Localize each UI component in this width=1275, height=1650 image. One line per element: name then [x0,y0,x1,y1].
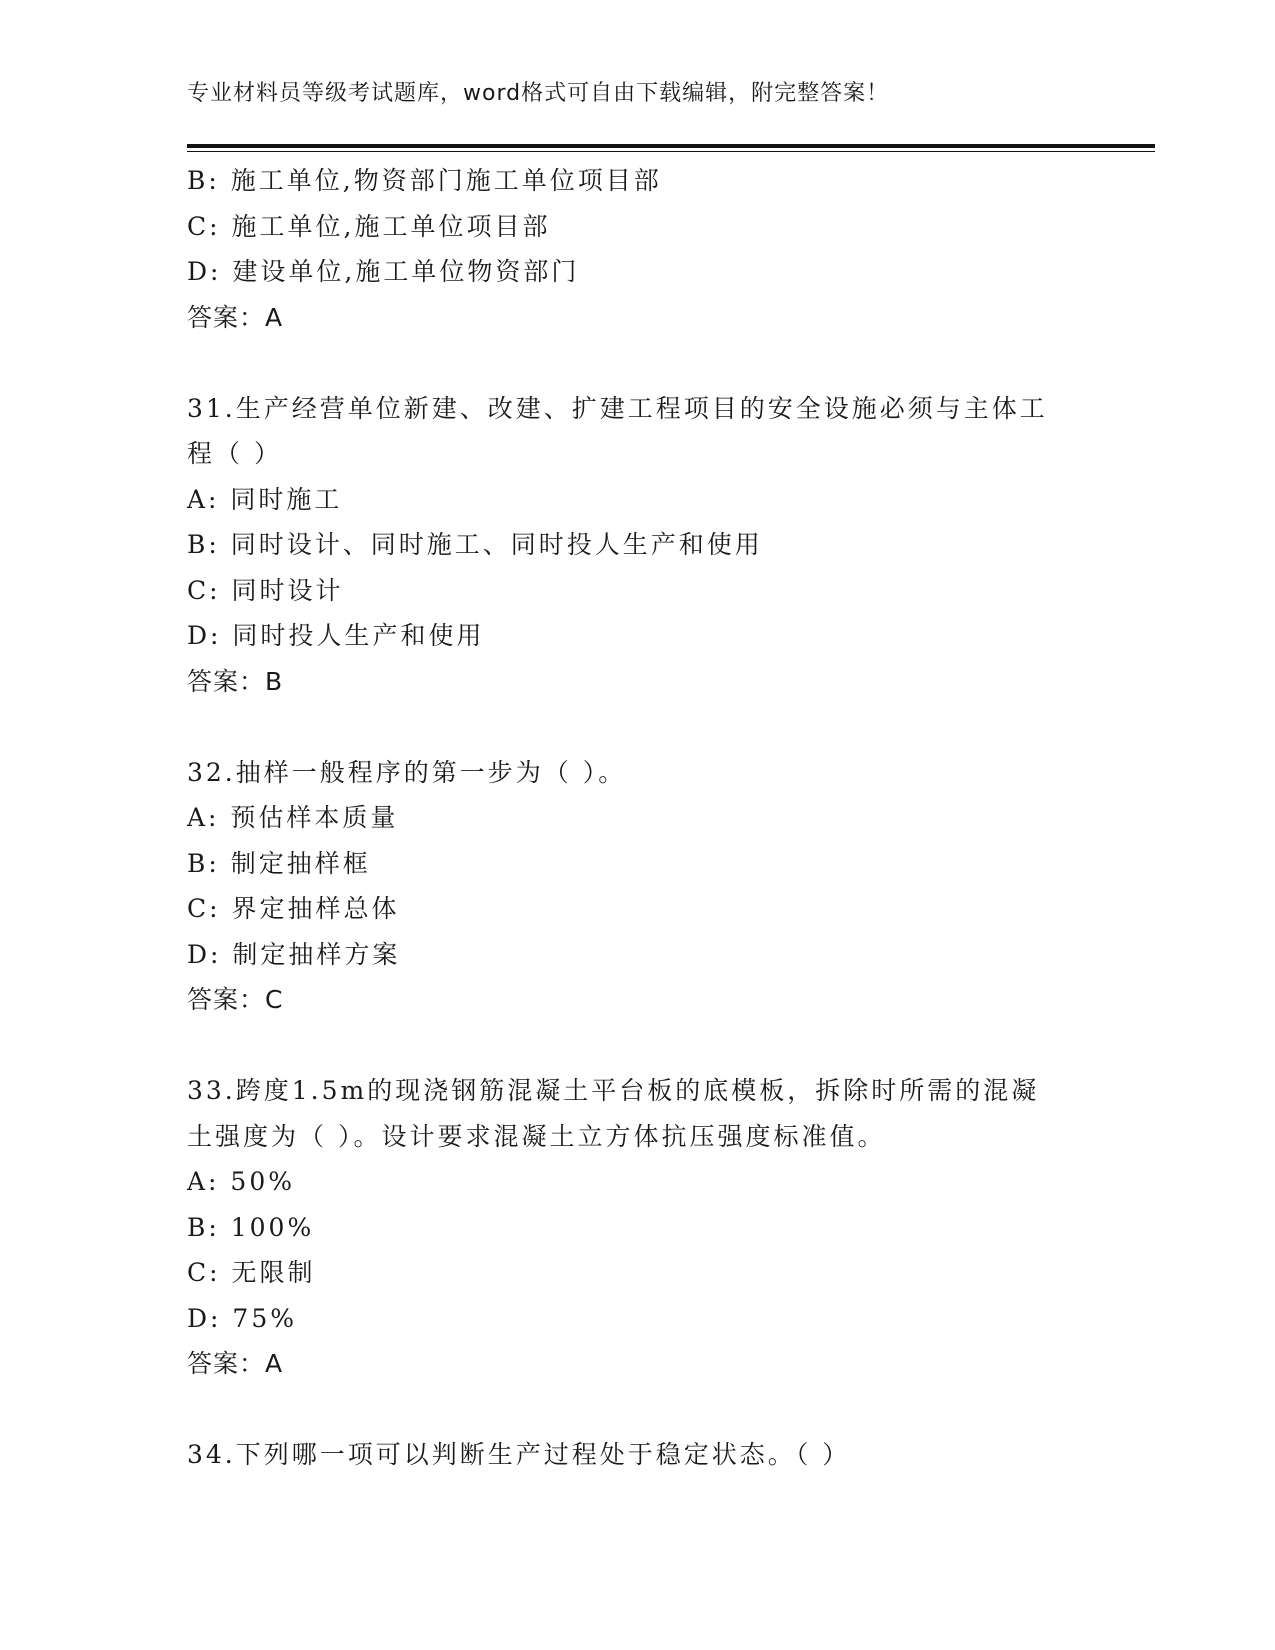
question-stem: 程（ ） [187,439,282,468]
question-34 [187,1432,1087,1478]
option: A: 同时施工 [187,484,343,514]
option: B: 制定抽样框 [187,848,371,878]
option: A: 预估样本质量 [187,803,399,832]
option: B: 同时设计、同时施工、同时投人生产和使用 [187,530,763,559]
option: C: 无限制 [187,1258,316,1287]
option: D: 同时投人生产和使用 [187,621,485,650]
answer: 答案：A [187,1349,284,1378]
option: A: 50% [187,1167,295,1196]
question-stem: 土强度为（ ）。设计要求混凝土立方体抗压强度标准值。 [187,1121,886,1151]
question-stem: 31.生产经营单位新建、改建、扩建工程项目的安全设施必须与主体工 [187,393,1048,423]
answer: 答案：A [187,302,284,332]
prev-question [187,158,1087,340]
question-33 [187,1068,1087,1387]
question-list [187,158,1087,1478]
header-divider [187,144,1155,148]
page-header: 专业材料员等级考试题库，word格式可自由下载编辑，附完整答案！ [187,81,890,106]
question-31 [187,386,1087,705]
option: C: 施工单位,施工单位项目部 [187,211,551,241]
header-divider-thin [187,151,1155,152]
option: D: 建设单位,施工单位物资部门 [187,257,580,286]
option: B: 施工单位,物资部门施工单位项目部 [187,166,662,195]
option: C: 同时设计 [187,575,344,605]
answer: 答案：B [187,666,284,696]
option: C: 界定抽样总体 [187,894,400,923]
option: D: 75% [187,1303,297,1333]
answer: 答案：C [187,985,284,1014]
question-stem: 34.下列哪一项可以判断生产过程处于稳定状态。（ ） [187,1440,851,1469]
question-stem: 32.抽样一般程序的第一步为（ ）。 [187,757,627,787]
option: B: 100% [187,1212,315,1242]
question-stem: 33.跨度1.5m的现浇钢筋混凝土平台板的底模板，拆除时所需的混凝 [187,1076,1040,1105]
question-32 [187,750,1087,1023]
option: D: 制定抽样方案 [187,939,401,969]
